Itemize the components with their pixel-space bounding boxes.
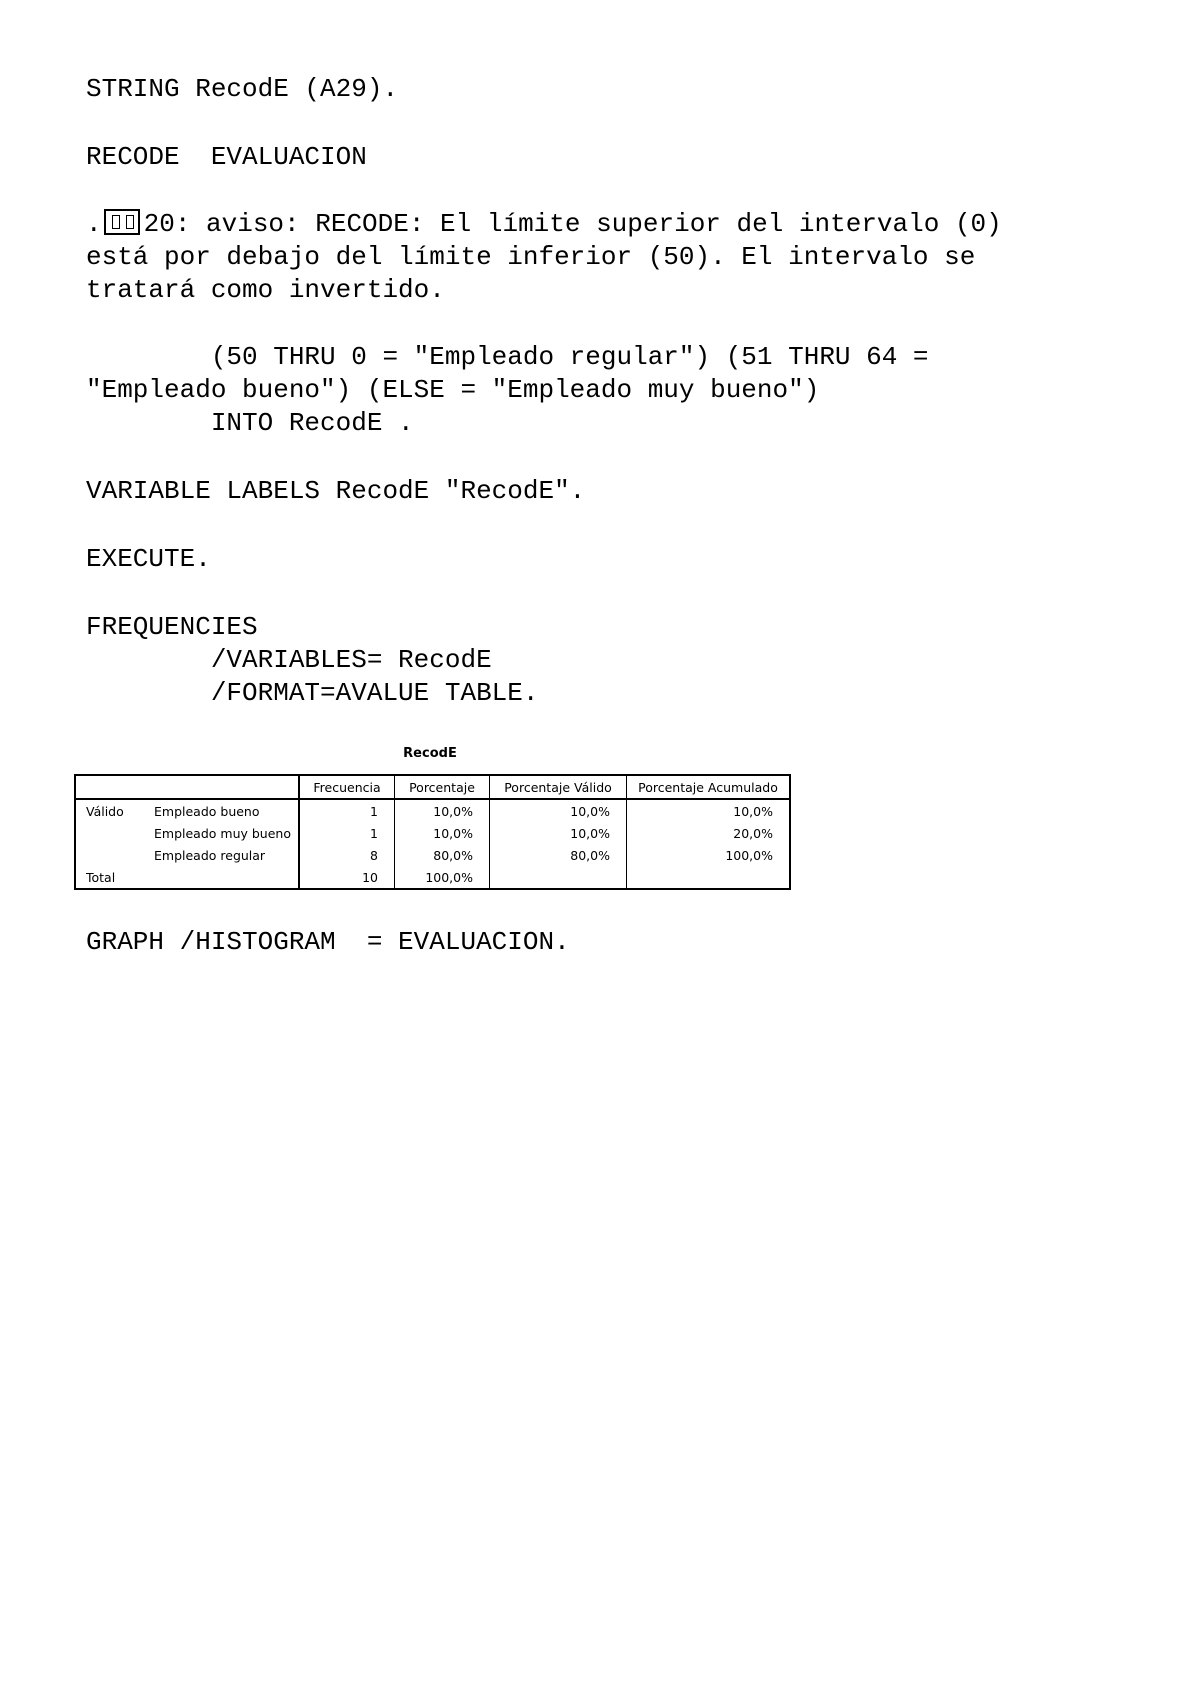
recode-spec-line-1: (50 THRU 0 = "Empleado regular") (51 THRU 64 = xyxy=(86,342,929,372)
row-label: Empleado regular xyxy=(154,847,266,863)
cell-frecuencia: 1 xyxy=(299,822,395,844)
header-blank xyxy=(75,775,299,799)
execute-line: EXECUTE. xyxy=(86,544,211,574)
header-porcentaje-acumulado: Porcentaje Acumulado xyxy=(627,775,791,799)
row-group-label xyxy=(75,822,148,844)
missing-glyph-icon xyxy=(104,209,140,235)
row-label xyxy=(148,866,299,889)
header-porcentaje-valido: Porcentaje Válido xyxy=(490,775,627,799)
row-group-label: Total xyxy=(86,869,116,885)
row-group-label xyxy=(75,844,148,866)
table-title: RecodE xyxy=(403,746,457,761)
header-frecuencia: Frecuencia xyxy=(299,775,395,799)
table-row xyxy=(75,822,790,844)
frequencies-line-2: /VARIABLES= RecodE xyxy=(86,645,492,675)
cell-porcentaje-valido: 10,0% xyxy=(490,822,627,844)
warning-line-1 xyxy=(86,208,1002,241)
cell-porcentaje-acumulado xyxy=(627,866,791,889)
row-label: Empleado bueno xyxy=(154,803,260,819)
warning-line-2: está por debajo del límite inferior (50). El intervalo se xyxy=(86,242,976,272)
frequencies-line-1: FREQUENCIES xyxy=(86,612,258,642)
table-row xyxy=(75,844,790,866)
header-porcentaje: Porcentaje xyxy=(395,775,490,799)
graph-line: GRAPH /HISTOGRAM = EVALUACION. xyxy=(86,927,570,957)
table-header-row xyxy=(75,775,790,799)
warning-text: 20: aviso: RECODE: El límite superior del intervalo (0) xyxy=(143,209,1002,239)
warning-prefix: . xyxy=(86,209,102,239)
cell-porcentaje-acumulado: 10,0% xyxy=(627,799,791,822)
cell-porcentaje: 100,0% xyxy=(395,866,490,889)
recode-spec-line-2: "Empleado bueno") (ELSE = "Empleado muy bueno") xyxy=(86,375,820,405)
row-group-label: Válido xyxy=(86,803,124,819)
frequency-table xyxy=(74,774,791,890)
cell-porcentaje: 10,0% xyxy=(395,799,490,822)
syntax-string-line: STRING RecodE (A29). xyxy=(86,74,399,104)
cell-porcentaje-valido: 80,0% xyxy=(490,844,627,866)
syntax-recode-line: RECODE EVALUACION xyxy=(86,142,367,172)
cell-porcentaje-acumulado: 100,0% xyxy=(627,844,791,866)
cell-porcentaje: 80,0% xyxy=(395,844,490,866)
row-label: Empleado muy bueno xyxy=(154,825,291,841)
cell-frecuencia: 1 xyxy=(299,799,395,822)
table-row-total xyxy=(75,866,790,889)
cell-frecuencia: 8 xyxy=(299,844,395,866)
cell-frecuencia: 10 xyxy=(299,866,395,889)
cell-porcentaje-valido: 10,0% xyxy=(490,799,627,822)
frequencies-line-3: /FORMAT=AVALUE TABLE. xyxy=(86,678,539,708)
table-row xyxy=(75,799,790,822)
recode-spec-line-3: INTO RecodE . xyxy=(86,408,414,438)
cell-porcentaje: 10,0% xyxy=(395,822,490,844)
cell-porcentaje-valido xyxy=(490,866,627,889)
variable-labels-line: VARIABLE LABELS RecodE "RecodE". xyxy=(86,476,586,506)
warning-line-3: tratará como invertido. xyxy=(86,275,445,305)
cell-porcentaje-acumulado: 20,0% xyxy=(627,822,791,844)
